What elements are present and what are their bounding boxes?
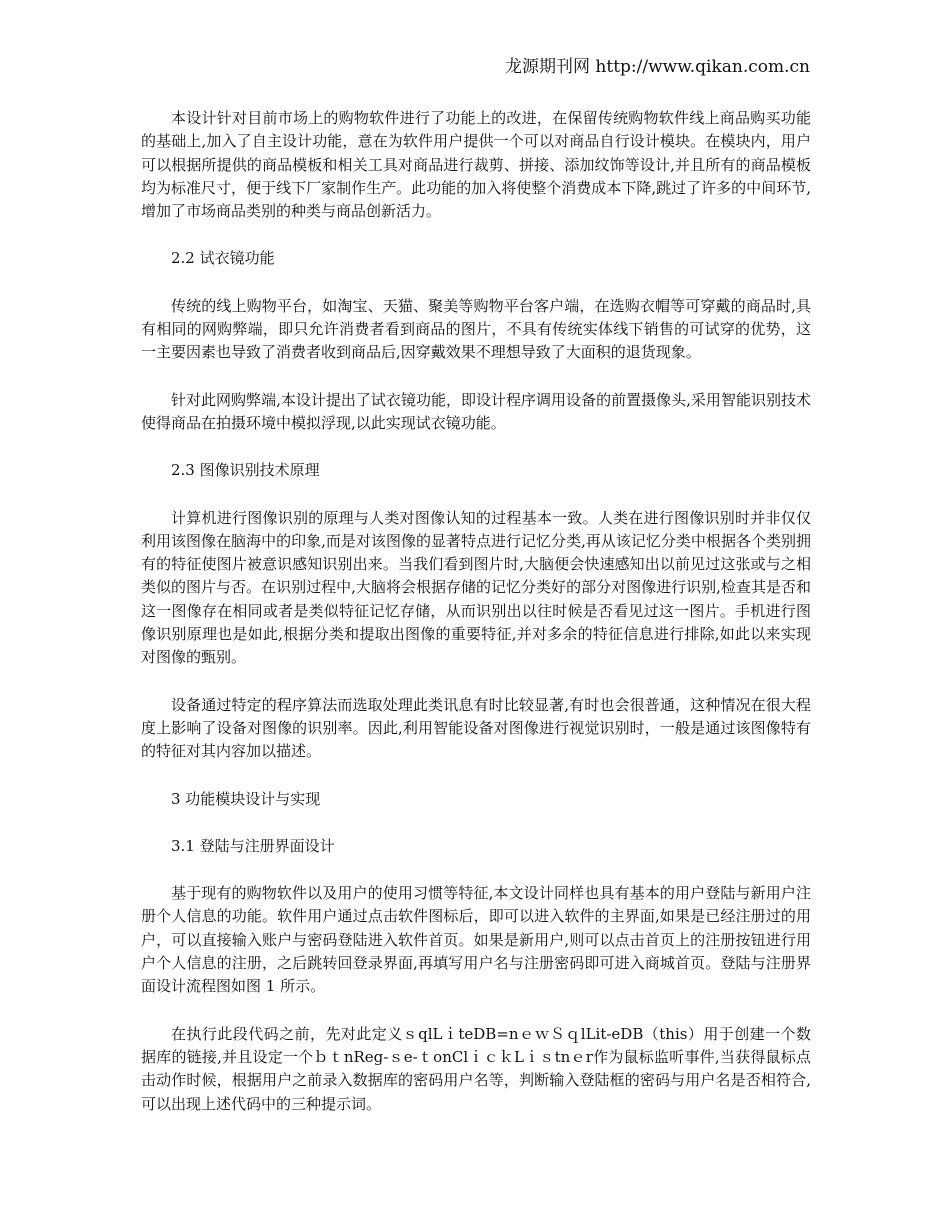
paragraph-code-explanation: 在执行此段代码之前，先对此定义ｓqlLｉteDB=nｅｗＳｑlLit-eDB（this）用于创建一个数据库的链接,并且设定一个ｂｔnReg-ｓe-ｔonClｉｃｋLｉｓtnｅr作为鼠标监听事件,当获得鼠标点击动作时候，根据用户之前录入数据库的密码用户名等，判断输入登陆框的密码与用户名是否相符合,可以出现上述代码中的三种提示词。 bbox=[141, 1024, 811, 1113]
section-heading-2-3: 2.3 图像识别技术原理 bbox=[171, 461, 320, 480]
journal-site-header: 龙源期刊网 http://www.qikan.com.cn bbox=[505, 57, 810, 77]
paragraph-recognition-rate: 设备通过特定的程序算法而选取处理此类讯息有时比较显著,有时也会很普通，这种情况在很大程度上影响了设备对图像的识别率。因此,利用智能设备对图像进行视觉识别时，一般是通过该图像特有的特征对其内容加以描述。 bbox=[141, 695, 811, 761]
paragraph-online-shopping-drawbacks: 传统的线上购物平台，如淘宝、天猫、聚美等购物平台客户端，在选购衣帽等可穿戴的商品时,具有相同的网购弊端，即只允许消费者看到商品的图片，不具有传统实体线下销售的可试穿的优势，这一主要因素也导致了消费者收到商品后,因穿戴效果不理想导致了大面积的退货现象。 bbox=[141, 296, 811, 362]
section-heading-2-2: 2.2 试衣镜功能 bbox=[171, 249, 275, 268]
paragraph-design-intro: 本设计针对目前市场上的购物软件进行了功能上的改进，在保留传统购物软件线上商品购买功能的基础上,加入了自主设计功能，意在为软件用户提供一个可以对商品自行设计模块。在模块内，用户可以根据所提供的商品模板和相关工具对商品进行裁剪、拼接、添加纹饰等设计,并且所有的商品模板均为标准尺寸，便于线下厂家制作生产。此功能的加入将使整个消费成本下降,跳过了许多的中间环节,增加了市场商品类别的种类与商品创新活力。 bbox=[141, 109, 811, 221]
article-body bbox=[141, 107, 811, 1140]
paragraph-login-register: 基于现有的购物软件以及用户的使用习惯等特征,本文设计同样也具有基本的用户登陆与新用户注册个人信息的功能。软件用户通过点击软件图标后，即可以进入软件的主界面,如果是已经注册过的用户，可以直接输入账户与密码登陆进入软件首页。如果是新用户,则可以点击首页上的注册按钮进行用户个人信息的注册，之后跳转回登录界面,再填写用户名与注册密码即可进入商城首页。登陆与注册界面设计流程图如图 1 所示。 bbox=[141, 884, 811, 996]
paragraph-fitting-mirror: 针对此网购弊端,本设计提出了试衣镜功能，即设计程序调用设备的前置摄像头,采用智能识别技术使得商品在拍摄环境中模拟浮现,以此实现试衣镜功能。 bbox=[141, 390, 811, 432]
section-heading-3-1: 3.1 登陆与注册界面设计 bbox=[171, 836, 335, 855]
paragraph-recognition-principle: 计算机进行图像识别的原理与人类对图像认知的过程基本一致。人类在进行图像识别时并非仅仅利用该图像在脑海中的印象,而是对该图像的显著特点进行记忆分类,再从该记忆分类中根据各个类别拥有的特征使图片被意识感知识别出来。当我们看到图片时,大脑便会快速感知出以前见过这张或与之相类似的图片与否。在识别过程中,大脑将会根据存储的记忆分类好的部分对图像进行识别,检查其是否和这一图像存在相同或者是类似特征记忆存储，从而识别出以往时候是否看见过这一图片。手机进行图像识别原理也是如此,根据分类和提取出图像的重要特征,并对多余的特征信息进行排除,如此以来实现对图像的甄别。 bbox=[141, 508, 811, 667]
section-heading-3: 3 功能模块设计与实现 bbox=[171, 789, 321, 808]
